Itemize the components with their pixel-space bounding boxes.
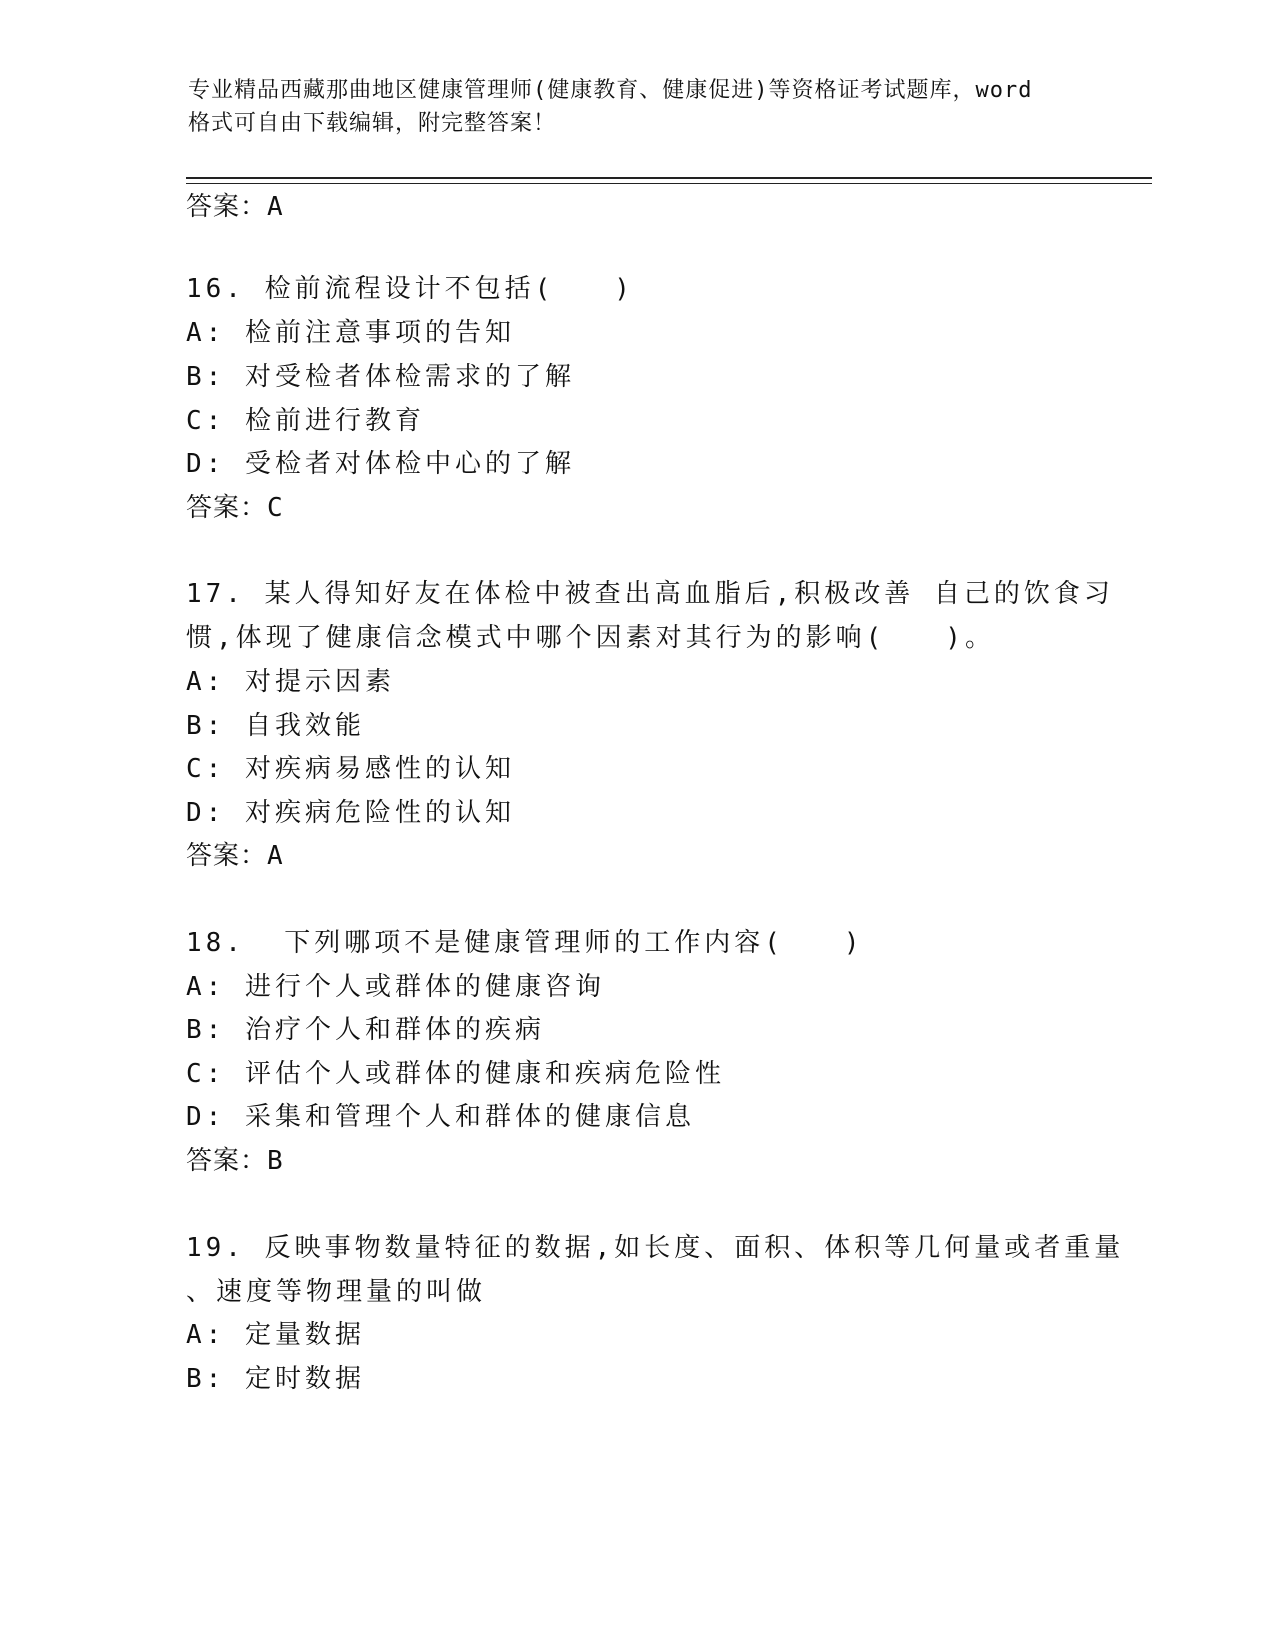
question-17-option-c: C: 对疾病易感性的认知 [186,754,515,784]
question-19-option-a: A: 定量数据 [186,1320,365,1350]
header-rule-thick [186,177,1152,179]
question-19-option-b: B: 定时数据 [186,1364,365,1394]
question-18-option-b: B: 治疗个人和群体的疾病 [186,1015,545,1045]
question-18-option-d: D: 采集和管理个人和群体的健康信息 [186,1102,695,1132]
answer-label: 答案： [186,493,268,523]
answer-value: A [267,192,284,222]
question-19-stem-line-1: 19. 反映事物数量特征的数据,如长度、面积、体积等几何量或者重量 [186,1233,1125,1263]
question-19-stem-line-2: 、速度等物理量的叫做 [186,1277,487,1307]
question-17-option-a: A: 对提示因素 [186,667,395,697]
question-18-option-a: A: 进行个人或群体的健康咨询 [186,972,605,1002]
question-18-answer [186,1145,284,1177]
answer-value: A [267,841,284,871]
question-16-option-d: D: 受检者对体检中心的了解 [186,449,575,479]
header-line-2: 格式可自由下载编辑，附完整答案！ [188,111,557,136]
question-17-option-b: B: 自我效能 [186,711,365,741]
question-18-stem: 18. 下列哪项不是健康管理师的工作内容( ) [186,928,864,958]
question-17-option-d: D: 对疾病危险性的认知 [186,798,515,828]
answer-label: 答案： [186,841,268,871]
question-17-answer [186,840,284,872]
question-16-option-a: A: 检前注意事项的告知 [186,318,515,348]
answer-label: 答案： [186,1146,268,1176]
header-line-1: 专业精品西藏那曲地区健康管理师(健康教育、健康促进)等资格证考试题库，word [188,78,1033,103]
answer-label: 答案： [186,192,268,222]
answer-value: C [267,493,284,523]
question-18-option-c: C: 评估个人或群体的健康和疾病危险性 [186,1059,725,1089]
question-16-stem: 16. 检前流程设计不包括( ) [186,274,634,304]
question-16-option-b: B: 对受检者体检需求的了解 [186,362,575,392]
answer-value: B [267,1146,284,1176]
question-17-stem-line-2: 惯,体现了健康信念模式中哪个因素对其行为的影响( )。 [186,623,995,653]
question-17-stem-line-1: 17. 某人得知好友在体检中被查出高血脂后,积极改善 自己的饮食习 [186,579,1114,609]
question-16-option-c: C: 检前进行教育 [186,406,425,436]
document-header [188,74,1108,140]
question-16-answer [186,492,284,524]
answer-prev [186,191,284,223]
header-rule-thin [186,183,1152,184]
